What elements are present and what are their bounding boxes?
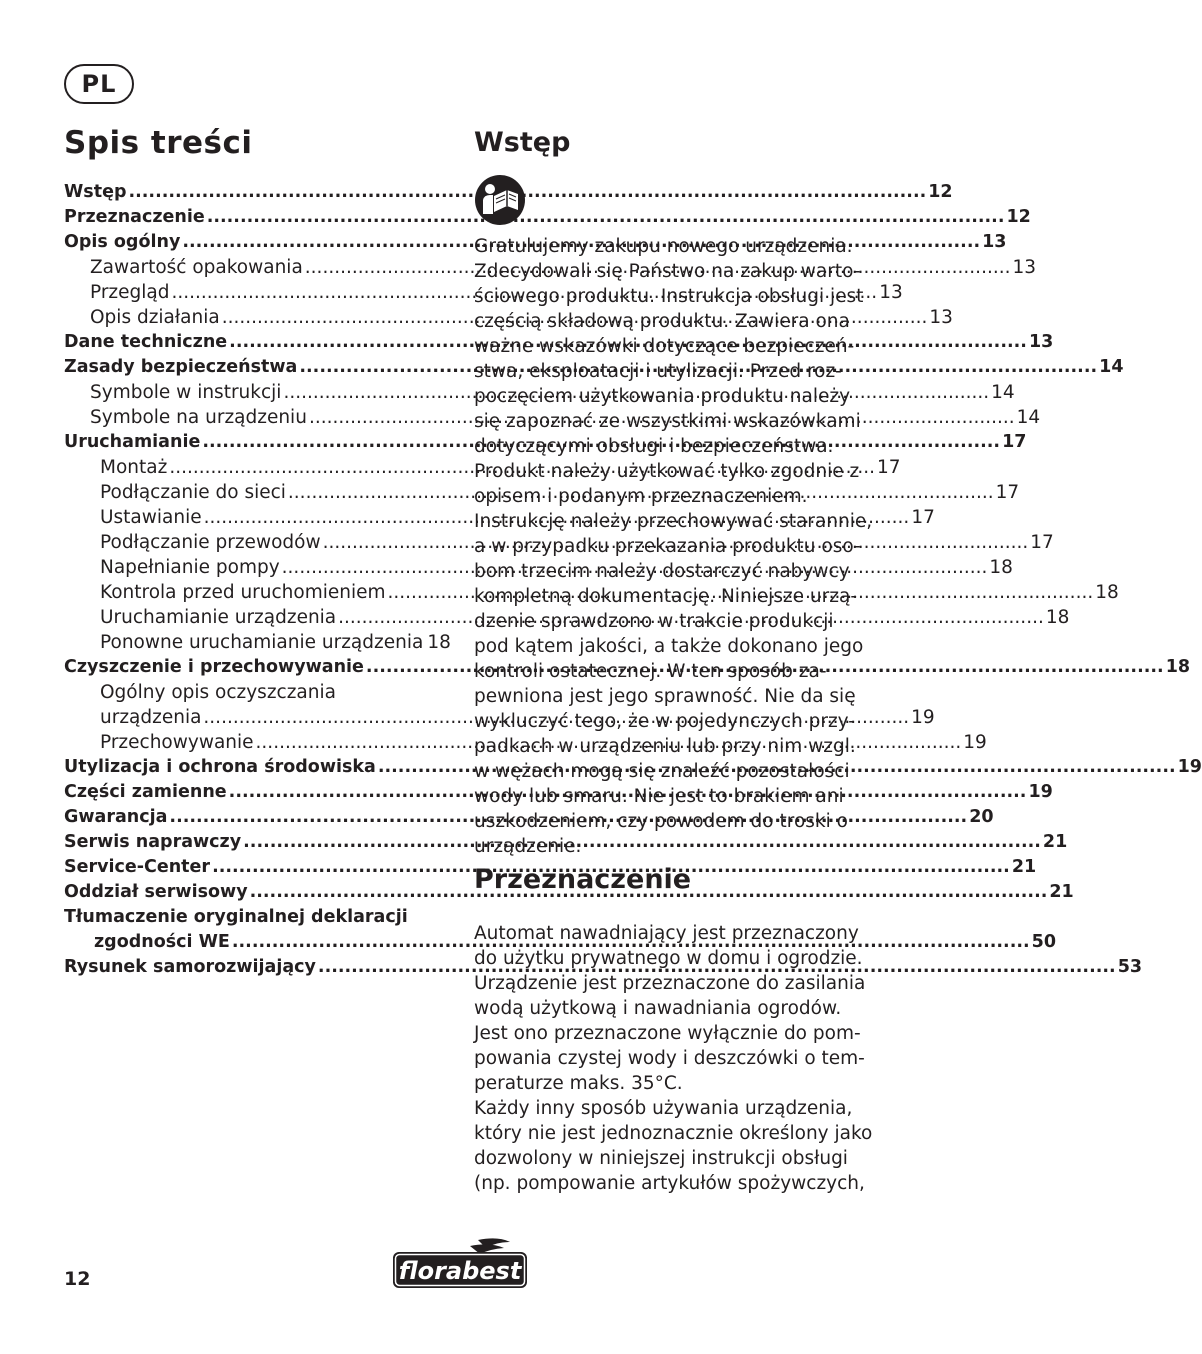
- intro-text-line: a w przypadku przekazania produktu oso-: [474, 536, 861, 557]
- purpose-text-line: Każdy inny sposób używania urządzenia,: [474, 1098, 853, 1119]
- intro-text-line: Produkt należy użytkować tylko zgodnie z: [474, 461, 860, 482]
- intro-text-line: wykluczyć tego, że w pojedynczych przy-: [474, 711, 855, 732]
- intro-text-line: wody lub smaru. Nie jest to brakiem ani: [474, 786, 844, 807]
- toc-entry-page: 18: [1095, 582, 1119, 603]
- intro-text-line: dotyczącymi obsługi i bezpieczeństwa.: [474, 436, 834, 457]
- toc-entry-label: Opis działania: [90, 307, 220, 328]
- intro-text-line: pod kątem jakości, a także dokonano jego: [474, 636, 864, 657]
- intro-text-line: ważne wskazówki dotyczące bezpieczeń-: [474, 336, 855, 357]
- toc-entry-page: 17: [1030, 532, 1054, 553]
- toc-entry-label: Ustawianie: [100, 507, 202, 528]
- toc-entry-page: 53: [1117, 957, 1143, 977]
- toc-entry-page: 13: [982, 232, 1007, 252]
- brand-logo: [390, 1236, 530, 1290]
- intro-text-line: ściowego produktu. Instrukcja obsługi jest: [474, 286, 864, 307]
- toc-entry-label: Ponowne uruchamianie urządzenia: [100, 632, 424, 653]
- toc-entry-label: Opis ogólny: [64, 232, 181, 252]
- intro-text-line: się zapoznać ze wszystkimi wskazówkami: [474, 411, 861, 432]
- toc-entry-label: Utylizacja i ochrona środowiska: [64, 757, 376, 777]
- purpose-text-line: (np. pompowanie artykułów spożywczych,: [474, 1173, 865, 1194]
- toc-entry-label: Oddział serwisowy: [64, 882, 248, 902]
- toc-entry-label: Dane techniczne: [64, 332, 228, 352]
- toc-entry-label: Zawartość opakowania: [90, 257, 303, 278]
- toc-entry[interactable]: [64, 907, 445, 932]
- page-number: 12: [64, 1268, 91, 1290]
- toc-entry-page: 12: [928, 182, 953, 202]
- intro-text-line: częścią składową produktu. Zawiera ona: [474, 311, 850, 332]
- toc-entry-label: Części zamienne: [64, 782, 227, 802]
- toc-entry-label: Symbole w instrukcji: [90, 382, 282, 403]
- toc-entry-page: 13: [929, 307, 953, 328]
- content-column: [474, 122, 884, 1196]
- toc-entry-label: Przechowywanie: [100, 732, 254, 753]
- read-manual-icon: [474, 174, 526, 226]
- toc-title: Spis treści: [64, 125, 253, 161]
- toc-entry-page: 14: [1099, 357, 1124, 377]
- toc-entry-label: Tłumaczenie oryginalnej deklaracji: [64, 907, 408, 927]
- purpose-heading: Przeznaczenie: [474, 864, 692, 895]
- intro-text-line: Instrukcję należy przechowywać starannie,: [474, 511, 873, 532]
- purpose-text-line: wodą użytkową i nawadniania ogrodów.: [474, 998, 842, 1019]
- toc-entry-page: 18: [1165, 657, 1191, 677]
- toc-entry-label: Zasady bezpieczeństwa: [64, 357, 298, 377]
- toc-entry-page: 14: [991, 382, 1015, 403]
- toc-entry[interactable]: [64, 882, 1074, 907]
- intro-text-line: uszkodzeniem, czy powodem do troski o: [474, 811, 848, 832]
- intro-text-line: Gratulujemy zakupu nowego urządzenia.: [474, 236, 853, 257]
- purpose-text-line: powania czystej wody i deszczówki o tem-: [474, 1048, 865, 1069]
- toc-entry-label: Symbole na urządzeniu: [90, 407, 307, 428]
- toc-entry[interactable]: [64, 207, 1031, 232]
- toc-entry-label: Podłączanie do sieci: [100, 482, 286, 503]
- toc-entry-page: 14: [1016, 407, 1041, 428]
- intro-heading: Wstęp: [474, 127, 571, 158]
- toc-entry-label: Serwis naprawczy: [64, 832, 242, 852]
- toc-entry-label: zgodności WE: [94, 932, 230, 952]
- intro-text-line: stwa, eksploatacji i utylizacji. Przed roz-: [474, 361, 842, 382]
- toc-entry[interactable]: [64, 182, 953, 207]
- intro-text-line: opisem i podanym przeznaczeniem.: [474, 486, 808, 507]
- toc-entry-label: Napełnianie pompy: [100, 557, 280, 578]
- purpose-text-line: peraturze maks. 35°C.: [474, 1073, 683, 1094]
- intro-text: [474, 234, 884, 859]
- toc-entry-label: Wstęp: [64, 182, 127, 202]
- toc-entry-page: 50: [1031, 932, 1057, 952]
- toc-entry-page: 13: [1028, 332, 1054, 352]
- purpose-text-line: Urządzenie jest przeznaczone do zasilania: [474, 973, 866, 994]
- purpose-text-line: który nie jest jednoznacznie określony jako: [474, 1123, 873, 1144]
- toc-entry-label: Czyszczenie i przechowywanie: [64, 657, 364, 677]
- intro-text-line: kontroli ostatecznej. W ten sposób za-: [474, 661, 827, 682]
- language-badge: PL: [64, 64, 134, 104]
- purpose-text-line: Jest ono przeznaczone wyłącznie do pom-: [474, 1023, 861, 1044]
- toc-entry[interactable]: [64, 682, 445, 707]
- intro-text-line: urządzenie.: [474, 836, 582, 857]
- toc-entry-page: 17: [995, 482, 1020, 503]
- intro-text-line: Zdecydowali się Państwo na zakup warto-: [474, 261, 861, 282]
- toc-entry-page: 18: [989, 557, 1013, 578]
- logo-text: florabest: [398, 1257, 522, 1285]
- toc-entry-label: Przegląd: [90, 282, 170, 303]
- purpose-text-line: Automat nawadniający jest przeznaczony: [474, 923, 859, 944]
- toc-entry-page: 17: [911, 507, 935, 528]
- intro-text-line: padkach w urządzeniu lub przy nim wzgl.: [474, 736, 856, 757]
- toc-entry-page: 13: [1012, 257, 1037, 278]
- toc-entry-page: 13: [879, 282, 903, 303]
- toc-entry-page: 17: [1002, 432, 1027, 452]
- toc-entry-label: Ogólny opis oczyszczania: [100, 682, 336, 703]
- toc-entry-label: Przeznaczenie: [64, 207, 205, 227]
- toc-entry-page: 18: [427, 632, 451, 653]
- intro-text-line: dzenie sprawdzono w trakcie produkcji: [474, 611, 834, 632]
- toc-entry-page: 18: [1045, 607, 1070, 628]
- intro-text-line: pewniona jest jego sprawność. Nie da się: [474, 686, 856, 707]
- toc-entry-page: 21: [1011, 857, 1037, 877]
- toc-entry-page: 12: [1006, 207, 1031, 227]
- toc-entry-page: 17: [877, 457, 901, 478]
- toc-entry-label: Uruchamianie urządzenia: [100, 607, 337, 628]
- toc-entry-page: 21: [1049, 882, 1074, 902]
- toc-entry[interactable]: [64, 632, 451, 657]
- intro-text-line: poczęciem użytkowania produktu należy: [474, 386, 851, 407]
- purpose-text-line: dozwolony w niniejszej instrukcji obsługi: [474, 1148, 848, 1169]
- toc-entry-page: 19: [963, 732, 987, 753]
- toc-entry-label: Rysunek samorozwijający: [64, 957, 316, 977]
- toc-entry-page: 21: [1042, 832, 1068, 852]
- purpose-text-line: do użytku prywatnego w domu i ogrodzie.: [474, 948, 863, 969]
- toc-entry-label: Uruchamianie: [64, 432, 201, 452]
- toc-entry-label: Kontrola przed uruchomieniem: [100, 582, 386, 603]
- intro-text-line: bom trzecim należy dostarczyć nabywcy: [474, 561, 850, 582]
- toc-entry-label: Service-Center: [64, 857, 211, 877]
- toc-entry-page: 19: [1177, 757, 1202, 777]
- intro-text-line: kompletną dokumentację. Niniejsze urzą-: [474, 586, 857, 607]
- toc-entry-page: 20: [969, 807, 994, 827]
- intro-text-line: w wężach mogą się znaleźć pozostałości: [474, 761, 850, 782]
- toc-entry-label: Montaż: [100, 457, 168, 478]
- toc-entry-label: Gwarancja: [64, 807, 168, 827]
- toc-entry-page: 19: [911, 707, 935, 728]
- purpose-text: [474, 921, 884, 1196]
- toc-entry-label: Podłączanie przewodów: [100, 532, 321, 553]
- toc-entry-page: 19: [1028, 782, 1053, 802]
- toc-entry-label: urządzenia: [100, 707, 202, 728]
